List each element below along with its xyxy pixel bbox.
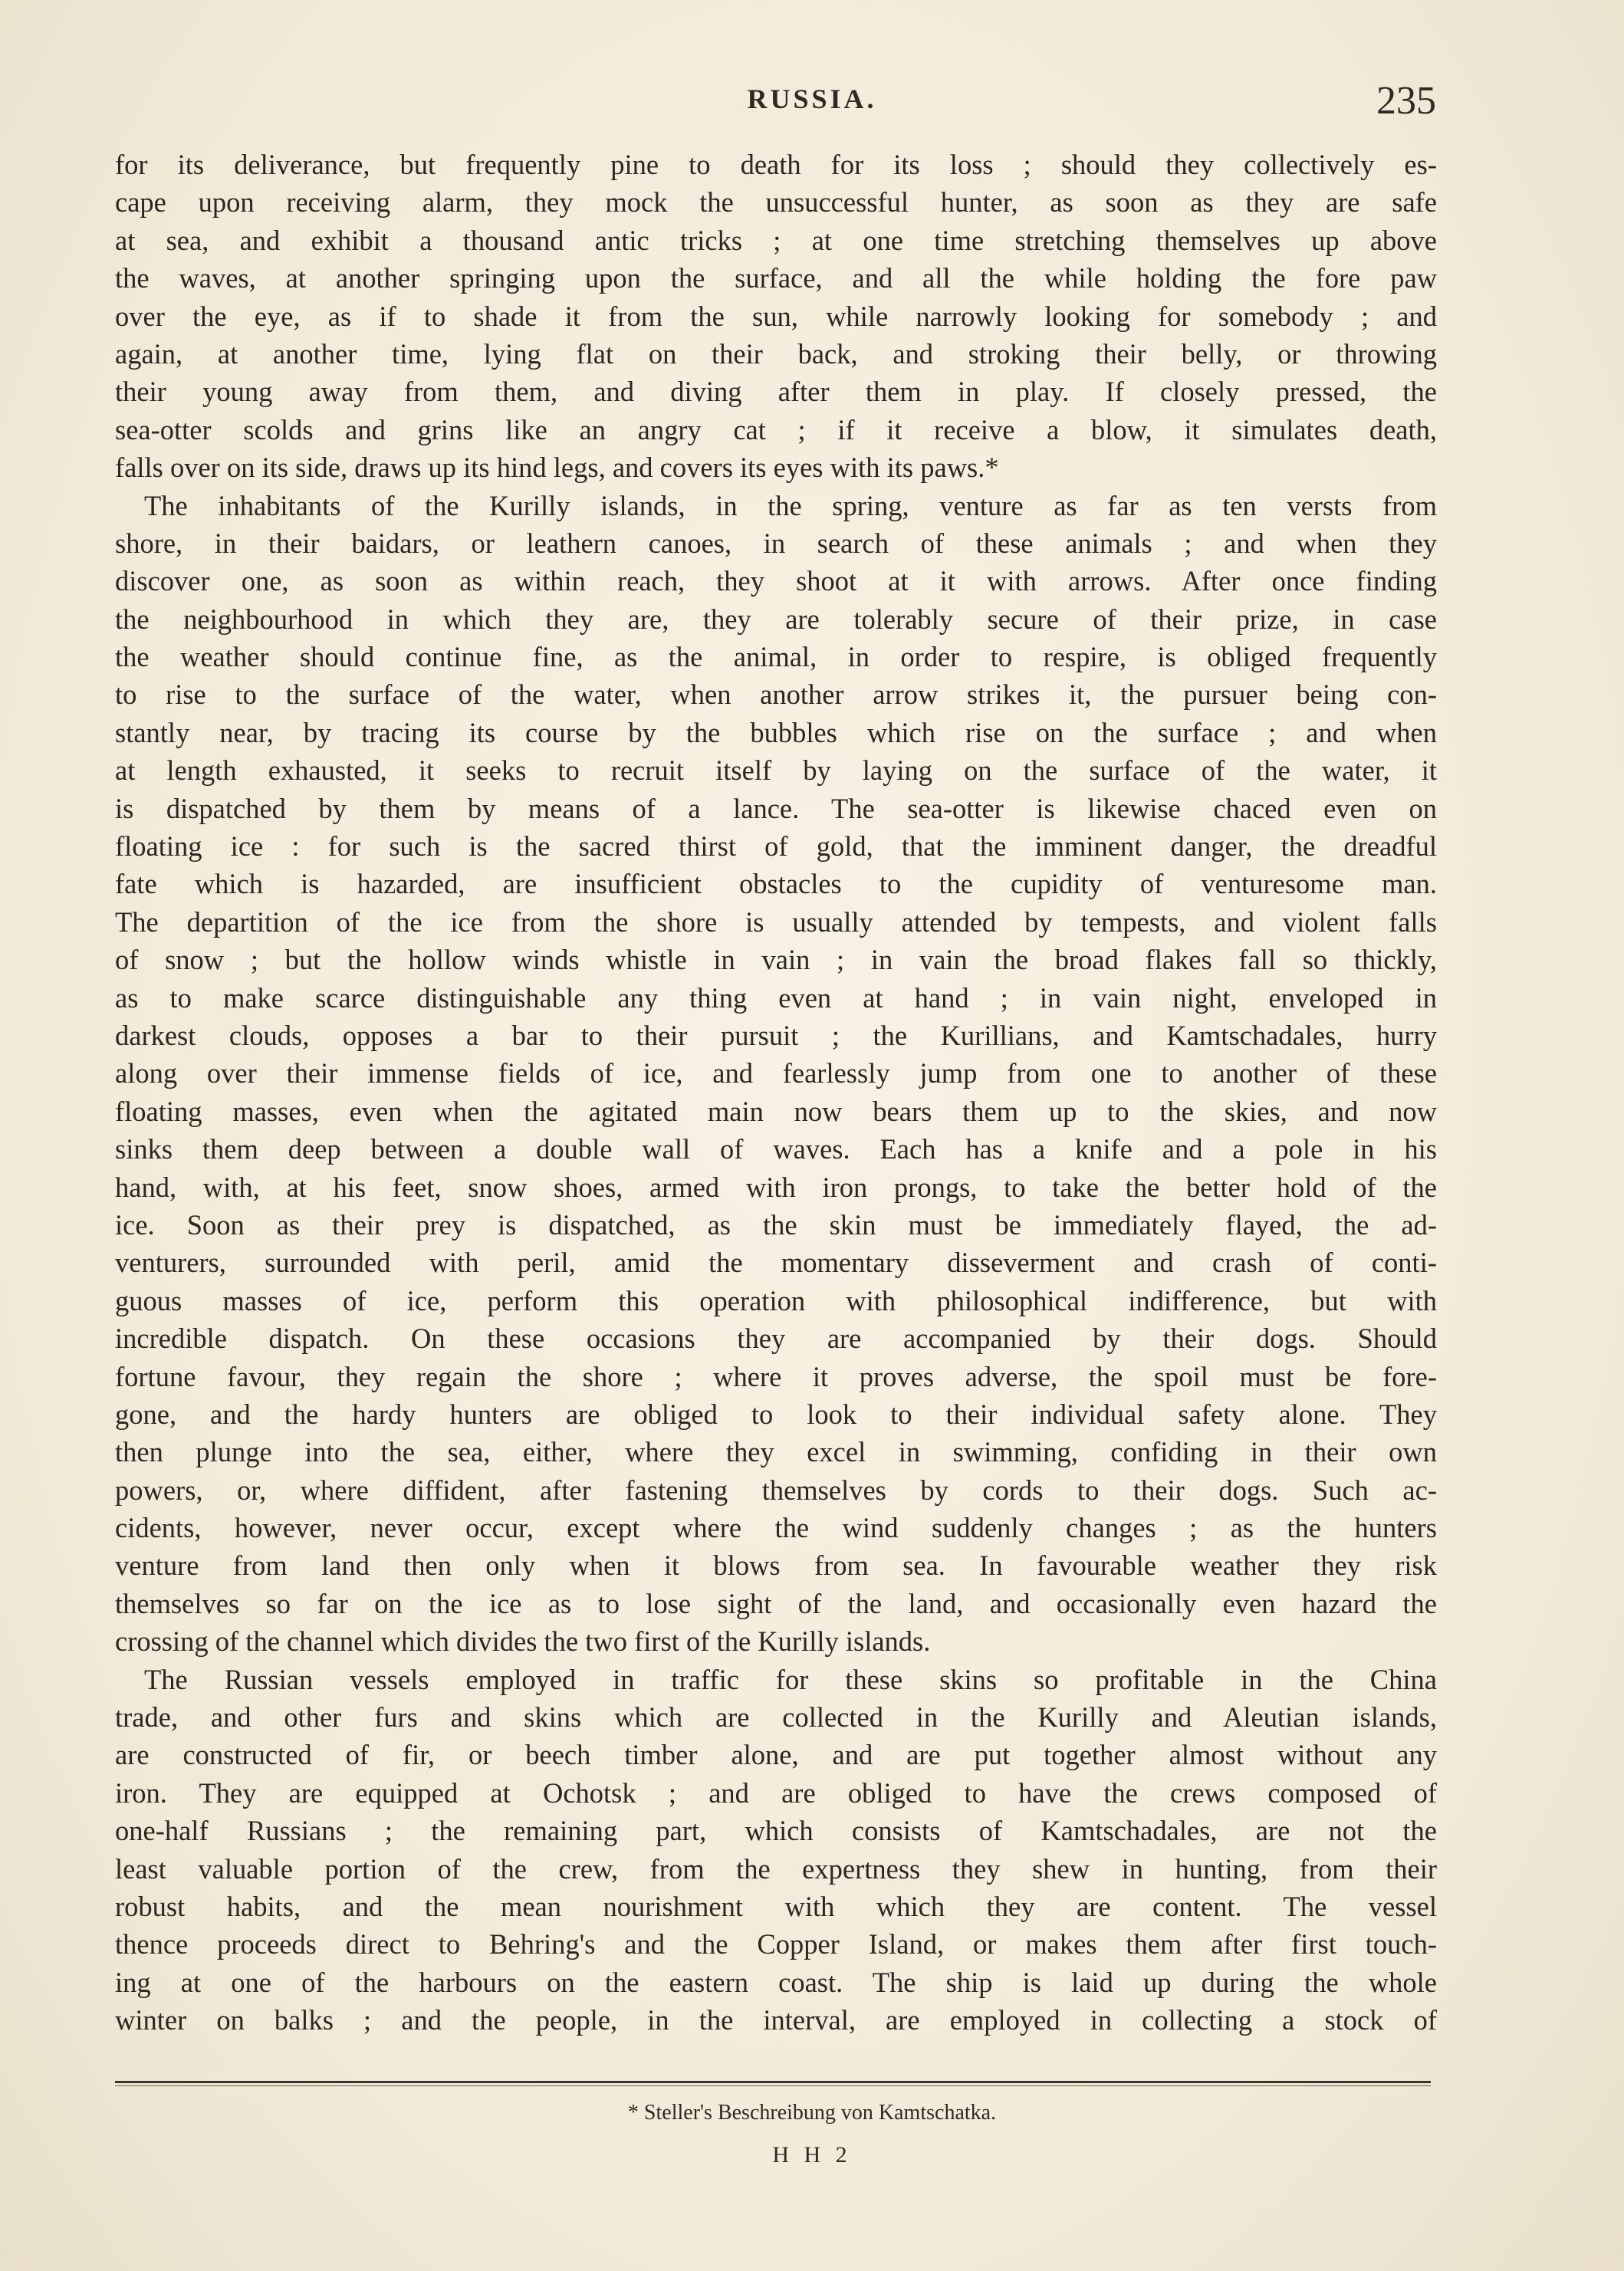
footnote: * Steller's Beschreibung von Kamtschatka. <box>627 2101 997 2125</box>
text-line: thence proceeds direct to Behring's and the Copper Island, or makes them after first touch- <box>115 1928 1437 1960</box>
footnote-rule-thin <box>115 2085 1431 2086</box>
text-line: their young away from them, and diving after them in play. If closely pressed, the <box>115 376 1437 408</box>
text-line: guous masses of ice, perform this operation with philosophical indifference, but with <box>115 1284 1437 1316</box>
text-line: at sea, and exhibit a thousand antic tricks ; at one time stretching themselves up above <box>115 224 1437 256</box>
text-line: the neighbourhood in which they are, they are tolerably secure of their prize, in case <box>115 603 1437 635</box>
text-line: stantly near, by tracing its course by the bubbles which rise on the surface ; and when <box>115 716 1437 748</box>
running-title: RUSSIA. <box>747 84 877 114</box>
text-line: as to make scarce distinguishable any thing even at hand ; in vain night, enveloped in <box>115 981 1437 1014</box>
text-line: sinks them deep between a double wall of waves. Each has a knife and a pole in his <box>115 1133 1437 1165</box>
text-line: fortune favour, they regain the shore ; where it proves adverse, the spoil must be fore- <box>115 1360 1437 1392</box>
text-line: robust habits, and the mean nourishment with which they are content. The vessel <box>115 1890 1437 1922</box>
text-line: fate which is hazarded, are insufficient obstacles to the cupidity of venturesome man. <box>115 868 1437 900</box>
text-line: for its deliverance, but frequently pine to death for its loss ; should they collectively es- <box>115 149 1437 180</box>
text-line: cidents, however, never occur, except where the wind suddenly changes ; as the hunters <box>115 1512 1437 1544</box>
text-line: at length exhausted, it seeks to recruit itself by laying on the surface of the water, it <box>115 754 1437 787</box>
text-line: of snow ; but the hollow winds whistle in vain ; in vain the broad flakes fall so thickly, <box>115 944 1437 976</box>
text-line: darkest clouds, opposes a bar to their pursuit ; the Kurillians, and Kamtschadales, hurry <box>115 1019 1437 1051</box>
text-line: iron. They are equipped at Ochotsk ; and are obliged to have the crews composed of <box>115 1776 1437 1809</box>
paragraph-start-line: The Russian vessels employed in traffic for these skins so profitable in the China <box>144 1663 1437 1695</box>
text-line: winter on balks ; and the people, in the interval, are employed in collecting a stock of <box>115 2004 1437 2036</box>
text-line: the waves, at another springing upon the surface, and all the while holding the fore paw <box>115 262 1437 294</box>
running-head <box>0 79 1624 129</box>
text-line: then plunge into the sea, either, where they excel in swimming, confiding in their own <box>115 1436 1437 1468</box>
body-text <box>115 146 1437 2039</box>
text-line: the weather should continue fine, as the animal, in order to respire, is obliged frequently <box>115 641 1437 673</box>
text-line: over the eye, as if to shade it from the sun, while narrowly looking for somebody ; and <box>115 300 1437 332</box>
text-line: venture from land then only when it blows from sea. In favourable weather they risk <box>115 1550 1437 1582</box>
footnote-rule <box>115 2081 1431 2083</box>
text-line: shore, in their baidars, or leathern canoes, in search of these animals ; and when they <box>115 527 1437 559</box>
text-line: one-half Russians ; the remaining part, which consists of Kamtschadales, are not the <box>115 1815 1437 1847</box>
text-line: cape upon receiving alarm, they mock the unsuccessful hunter, as soon as they are safe <box>115 186 1437 219</box>
text-line: gone, and the hardy hunters are obliged to look to their individual safety alone. They <box>115 1398 1437 1430</box>
text-line: trade, and other furs and skins which are collected in the Kurilly and Aleutian islands, <box>115 1701 1437 1734</box>
text-line: venturers, surrounded with peril, amid the momentary disseverment and crash of conti- <box>115 1247 1437 1279</box>
text-line: hand, with, at his feet, snow shoes, armed with iron prongs, to take the better hold of the <box>115 1171 1437 1203</box>
text-line: The departition of the ice from the shore is usually attended by tempests, and violent falls <box>115 905 1437 938</box>
text-line: ing at one of the harbours on the eastern coast. The ship is laid up during the whole <box>115 1966 1437 1998</box>
page-number: 235 <box>1376 79 1436 123</box>
text-line: to rise to the surface of the water, when another arrow strikes it, the pursuer being con- <box>115 679 1437 711</box>
text-line: discover one, as soon as within reach, they shoot at it with arrows. After once finding <box>115 565 1437 597</box>
text-line: powers, or, where diffident, after fastening themselves by cords to their dogs. Such ac- <box>115 1474 1437 1506</box>
text-line: crossing of the channel which divides the two first of the Kurilly islands. <box>115 1625 931 1658</box>
text-line: floating ice : for such is the sacred thirst of gold, that the imminent danger, the dreadful <box>115 830 1437 863</box>
text-line: along over their immense fields of ice, and fearlessly jump from one to another of these <box>115 1057 1437 1089</box>
paragraph-start-line: The inhabitants of the Kurilly islands, in the spring, venture as far as ten versts from <box>144 489 1437 521</box>
text-line: incredible dispatch. On these occasions they are accompanied by their dogs. Should <box>115 1323 1437 1355</box>
signature-mark: H H 2 <box>772 2142 852 2167</box>
text-line: again, at another time, lying flat on their back, and stroking their belly, or throwing <box>115 337 1437 370</box>
text-line: ice. Soon as their prey is dispatched, as the skin must be immediately flayed, the ad- <box>115 1208 1437 1241</box>
text-line: falls over on its side, draws up its hind legs, and covers its eyes with its paws.* <box>115 452 999 484</box>
text-line: sea-otter scolds and grins like an angry cat ; if it receive a blow, it simulates death, <box>115 413 1437 445</box>
text-line: are constructed of fir, or beech timber alone, and are put together almost without any <box>115 1739 1437 1771</box>
text-line: least valuable portion of the crew, from the expertness they shew in hunting, from their <box>115 1852 1437 1885</box>
text-line: themselves so far on the ice as to lose sight of the land, and occasionally even hazard the <box>115 1587 1437 1619</box>
text-line: is dispatched by them by means of a lance. The sea-otter is likewise chaced even on <box>115 792 1437 824</box>
text-line: floating masses, even when the agitated main now bears them up to the skies, and now <box>115 1095 1437 1127</box>
